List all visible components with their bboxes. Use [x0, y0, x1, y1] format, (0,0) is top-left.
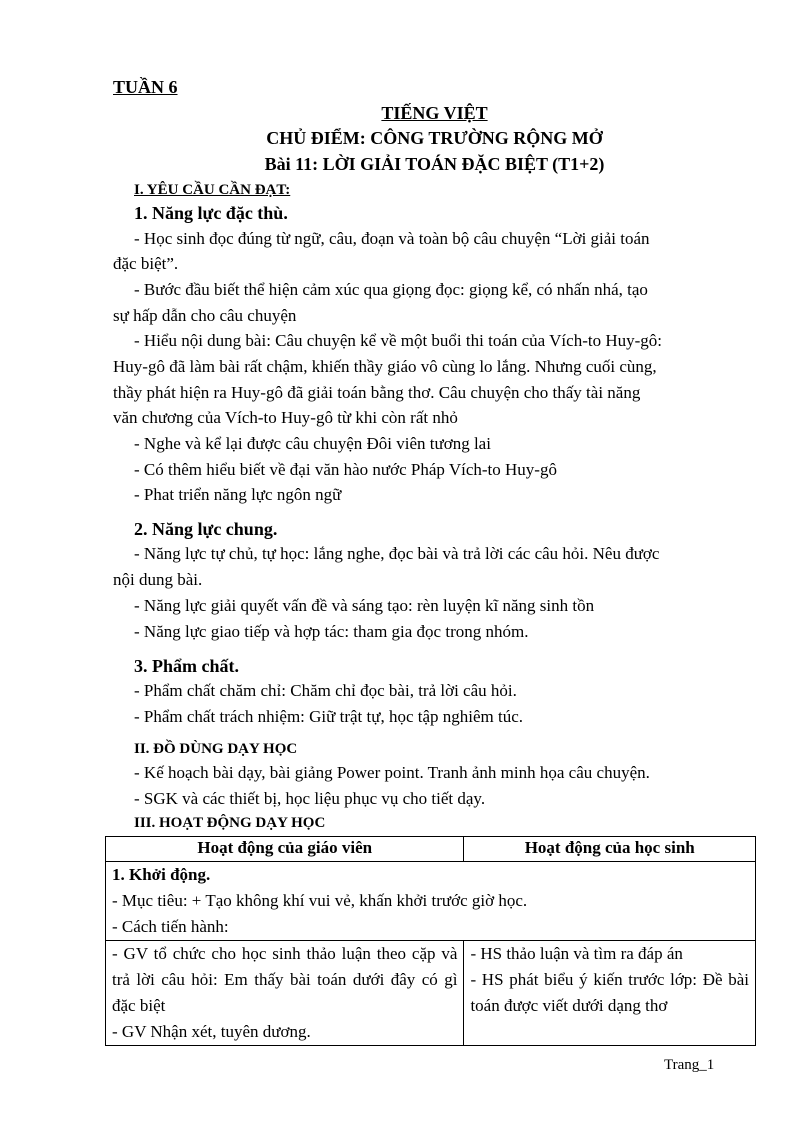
paragraph-line: Huy-gô đã làm bài rất chậm, khiến thầy giáo vô cùng lo lắng. Nhưng cuối cùng, [113, 357, 657, 376]
table-row [106, 862, 756, 941]
table-row [106, 941, 756, 1046]
subsection-specific-competence: 1. Năng lực đặc thù. [134, 203, 288, 223]
teacher-activity-cell [106, 941, 464, 1046]
paragraph-line: - Năng lực giao tiếp và hợp tác: tham gia đọc trong nhóm. [134, 622, 529, 641]
paragraph-line: - Học sinh đọc đúng từ ngữ, câu, đoạn và toàn bộ câu chuyện “Lời giải toán [134, 229, 650, 248]
student-step: - HS phát biểu ý kiến trước lớp: Đề bài toán được viết dưới dạng thơ [470, 970, 749, 1015]
paragraph-line: - Phẩm chất trách nhiệm: Giữ trật tự, học tập nghiêm túc. [134, 707, 524, 726]
warmup-goal: - Mục tiêu: + Tạo không khí vui vẻ, khấn khởi trước giờ học. [112, 891, 528, 910]
paragraph-line: - Năng lực giải quyết vấn đề và sáng tạo: rèn luyện kĩ năng sinh tồn [134, 596, 595, 615]
paragraph-line: - Bước đầu biết thể hiện cảm xúc qua giọng đọc: giọng kể, có nhấn nhá, tạo [134, 280, 648, 299]
theme-heading: CHỦ ĐIỂM: CÔNG TRƯỜNG RỘNG MỞ [266, 128, 603, 148]
teacher-step: - GV tổ chức cho học sinh thảo luận theo cặp và trả lời câu hỏi: Em thấy bài toán dưới đây có gì đặc biệt [112, 944, 458, 1015]
paragraph-line: - Có thêm hiểu biết về đại văn hào nước Pháp Vích-to Huy-gô [134, 460, 557, 479]
week-heading: TUẦN 6 [113, 77, 178, 97]
paragraph-line: - Phẩm chất chăm chỉ: Chăm chỉ đọc bài, trả lời câu hỏi. [134, 681, 517, 700]
student-activity-cell [464, 941, 756, 1046]
teacher-column-header: Hoạt động của giáo viên [106, 837, 464, 862]
page-number: Trang_1 [664, 1057, 715, 1073]
student-column-header: Hoạt động của học sinh [464, 837, 756, 862]
subsection-qualities: 3. Phẩm chất. [134, 656, 239, 676]
section-requirements: I. YÊU CẦU CẦN ĐẠT: [134, 182, 291, 198]
activities-table [105, 836, 756, 1046]
section-materials: II. ĐỒ DÙNG DẠY HỌC [134, 741, 298, 757]
paragraph-line: sự hấp dẫn cho câu chuyện [113, 306, 297, 325]
warmup-title: 1. Khởi động. [112, 865, 211, 884]
paragraph-line: - Nghe và kể lại được câu chuyện Đôi viên tương lai [134, 434, 491, 453]
warmup-cell [106, 862, 756, 941]
paragraph-line: - Phat triển năng lực ngôn ngữ [134, 485, 342, 504]
paragraph-line: - Năng lực tự chủ, tự học: lắng nghe, đọc bài và trả lời các câu hỏi. Nêu được [134, 544, 660, 563]
paragraph-line: thầy phát hiện ra Huy-gô đã giải toán bằng thơ. Câu chuyện cho thấy tài năng [113, 383, 641, 402]
paragraph-line: - Kế hoạch bài dạy, bài giảng Power point. Tranh ảnh minh họa câu chuyện. [134, 763, 650, 782]
student-step: - HS thảo luận và tìm ra đáp án [470, 944, 683, 963]
paragraph-line: văn chương của Vích-to Huy-gô từ khi còn rất nhỏ [113, 408, 458, 427]
paragraph-line: - SGK và các thiết bị, học liệu phục vụ cho tiết dạy. [134, 789, 486, 808]
lesson-title: Bài 11: LỜI GIẢI TOÁN ĐẶC BIỆT (T1+2) [264, 154, 605, 174]
warmup-method: - Cách tiến hành: [112, 917, 229, 936]
paragraph-line: - Hiểu nội dung bài: Câu chuyện kể về một buổi thi toán của Vích-to Huy-gô: [134, 331, 662, 350]
teacher-step: - GV Nhận xét, tuyên dương. [112, 1022, 311, 1041]
section-activities: III. HOẠT ĐỘNG DẠY HỌC [134, 815, 326, 831]
paragraph-line: đặc biệt”. [113, 254, 179, 273]
table-header-row [106, 837, 756, 862]
paragraph-line: nội dung bài. [113, 570, 203, 589]
subsection-general-competence: 2. Năng lực chung. [134, 519, 278, 539]
subject-heading: TIẾNG VIỆT [381, 103, 488, 123]
